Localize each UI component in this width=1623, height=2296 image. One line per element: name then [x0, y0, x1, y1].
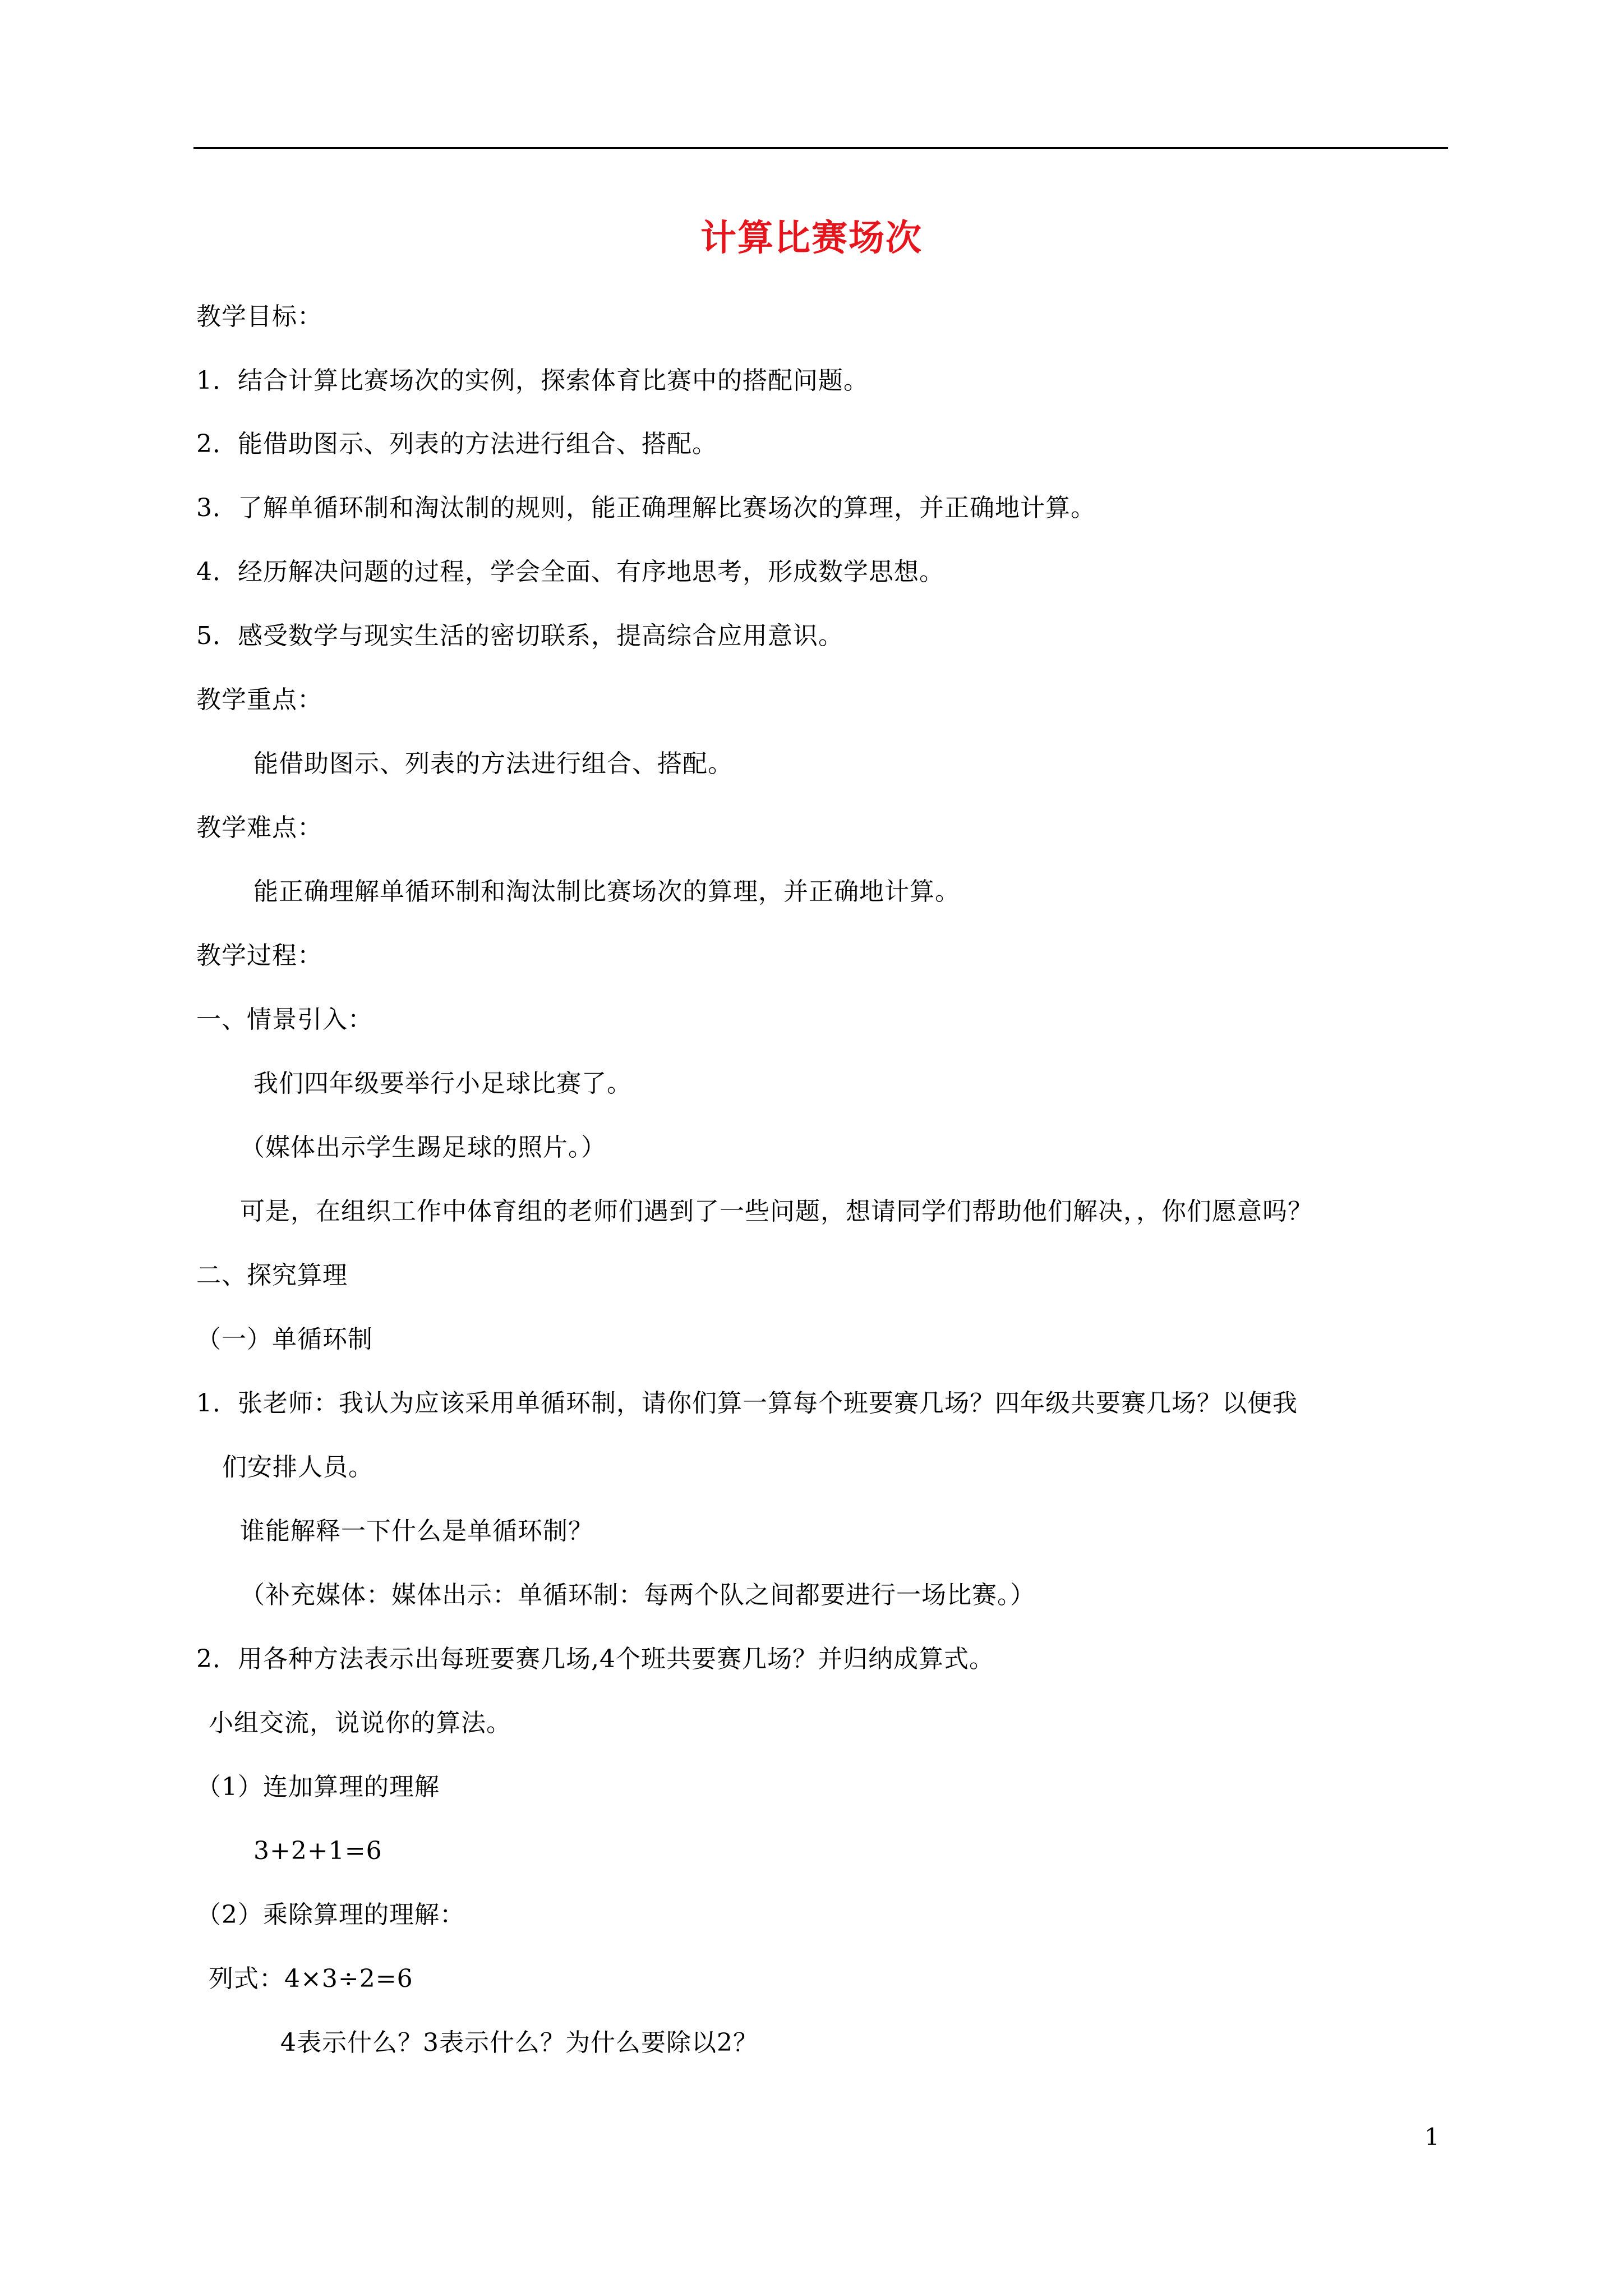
paragraph: 我们四年级要举行小足球比赛了。: [253, 1069, 632, 1098]
page-number: 1: [1424, 2123, 1440, 2151]
paragraph: 1．张老师：我认为应该采用单循环制，请你们算一算每个班要赛几场？四年级共要赛几场？以便我: [196, 1389, 1298, 1418]
document-title: 计算比赛场次: [700, 217, 923, 259]
objective-item-1: 1．结合计算比赛场次的实例，探索体育比赛中的搭配问题。: [196, 366, 869, 395]
objective-item-5: 5．感受数学与现实生活的密切联系，提高综合应用意识。: [196, 622, 843, 650]
subsection-heading: （2）乘除算理的理解：: [196, 1901, 465, 1929]
section-heading-process: 教学过程：: [196, 941, 322, 970]
process-step-2-heading: 二、探究算理: [196, 1261, 348, 1290]
formula: 列式：4×3÷2=6: [209, 1964, 413, 1993]
objective-item-4: 4．经历解决问题的过程，学会全面、有序地思考，形成数学思想。: [196, 558, 944, 586]
objective-item-2: 2．能借助图示、列表的方法进行组合、搭配。: [196, 430, 717, 458]
section-heading-objectives: 教学目标：: [196, 302, 322, 331]
paragraph: 小组交流，说说你的算法。: [209, 1709, 511, 1737]
paragraph: 2．用各种方法表示出每班要赛几场,4个班共要赛几场？并归纳成算式。: [196, 1645, 994, 1673]
paragraph: （媒体出示学生踢足球的照片。）: [240, 1133, 606, 1162]
key-point-text: 能借助图示、列表的方法进行组合、搭配。: [253, 749, 733, 778]
section-heading-key-points: 教学重点：: [196, 685, 322, 714]
formula: 3+2+1=6: [253, 1837, 382, 1865]
subsection-heading: （1）连加算理的理解: [196, 1773, 440, 1801]
process-step-1-heading: 一、情景引入：: [196, 1005, 373, 1034]
section-heading-difficulties: 教学难点：: [196, 813, 322, 842]
paragraph: 可是，在组织工作中体育组的老师们遇到了一些问题，想请同学们帮助他们解决，，你们愿意吗？: [240, 1197, 1313, 1226]
objective-item-3: 3．了解单循环制和淘汰制的规则，能正确理解比赛场次的算理，并正确地计算。: [196, 494, 1096, 522]
header-rule: [193, 147, 1448, 149]
subsection-heading: （一）单循环制: [196, 1325, 373, 1354]
paragraph-continuation: 们安排人员。: [222, 1453, 374, 1481]
paragraph: 谁能解释一下什么是单循环制？: [240, 1517, 593, 1545]
paragraph: （补充媒体：媒体出示：单循环制：每两个队之间都要进行一场比赛。）: [240, 1581, 1035, 1609]
difficulty-text: 能正确理解单循环制和淘汰制比赛场次的算理，并正确地计算。: [253, 877, 960, 906]
paragraph: 4表示什么？3表示什么？为什么要除以2？: [280, 2028, 758, 2057]
